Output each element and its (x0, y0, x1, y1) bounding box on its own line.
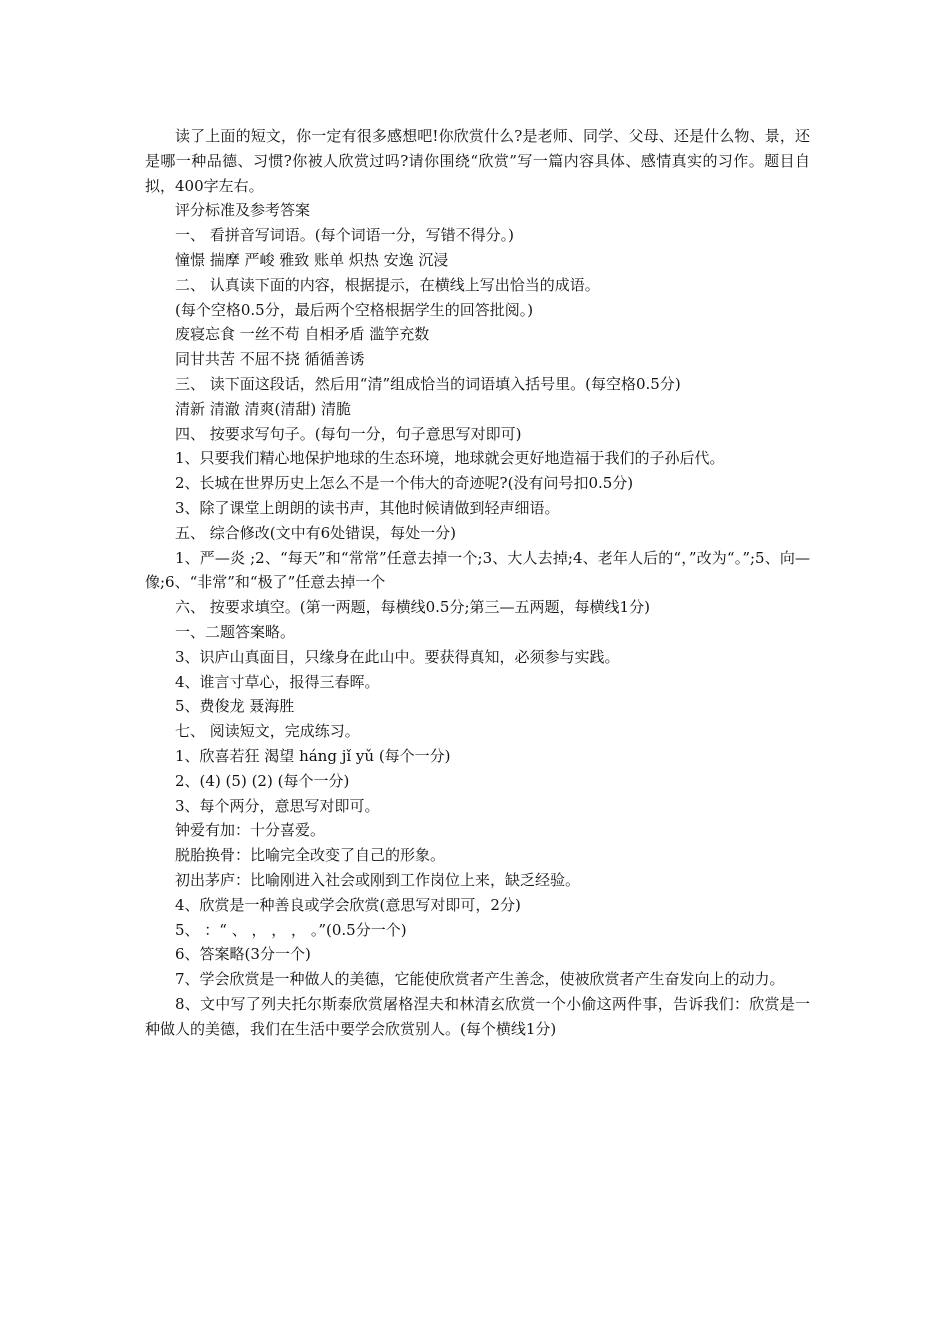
paragraph-answer: 3、除了课堂上朗朗的读书声，其他时候请做到轻声细语。 (175, 498, 560, 517)
paragraph-answer: 8、文中写了列夫托尔斯泰欣赏屠格涅夫和林清玄欣赏一个小偷这两件事，告诉我们：欣赏是一种做人的美德，我们在生活中要学会欣赏别人。(每个横线1分) (145, 994, 810, 1038)
paragraph-answer: 憧憬 揣摩 严峻 雅致 账单 炽热 安逸 沉浸 (175, 250, 449, 269)
paragraph-answer: 初出茅庐：比喻刚进入社会或刚到工作岗位上来，缺乏经验。 (175, 870, 581, 889)
paragraph-answer: 一、二题答案略。 (175, 622, 296, 641)
paragraph-section-1: 一、 看拼音写词语。(每个词语一分，写错不得分。) (175, 226, 514, 245)
paragraph-answer: 钟爱有加：十分喜爱。 (175, 821, 326, 840)
paragraph-answer: 5、 ：“ 、 ， ， ， 。”(0.5分一个) (175, 920, 407, 939)
document-page (145, 124, 810, 1041)
paragraph-answer: 7、学会欣赏是一种做人的美德，它能使欣赏者产生善念，使被欣赏者产生奋发向上的动力。 (175, 970, 785, 989)
paragraph-answer: 1、只要我们精心地保护地球的生态环境，地球就会更好地造福于我们的子孙后代。 (175, 449, 725, 468)
paragraph-section-5: 五、 综合修改(文中有6处错误，每处一分) (175, 523, 457, 542)
paragraph-answer: 清新 清澈 清爽(清甜) 清脆 (175, 399, 352, 418)
paragraph-section-3: 三、 读下面这段话，然后用“清”组成恰当的词语填入括号里。(每空格0.5分) (175, 374, 681, 393)
paragraph-writing-prompt: 读了上面的短文，你一定有很多感想吧!你欣赏什么?是老师、同学、父母、还是什么物、景，还是哪一种品德、习惯?你被人欣赏过吗?请你围绕“欣赏”写一篇内容具体、感情真实的习作。题目自拟，400字左右。 (145, 127, 810, 195)
paragraph-answer: 2、(4) (5) (2) (每个一分) (175, 771, 350, 790)
paragraph-section-6: 六、 按要求填空。(第一两题，每横线0.5分;第三—五两题，每横线1分) (175, 598, 650, 617)
paragraph-answer: 4、欣赏是一种善良或学会欣赏(意思写对即可，2分) (175, 895, 521, 914)
paragraph-note: (每个空格0.5分，最后两个空格根据学生的回答批阅。) (175, 300, 534, 319)
paragraph-section-2: 二、 认真读下面的内容，根据提示，在横线上写出恰当的成语。 (175, 275, 600, 294)
paragraph-answer: 3、识庐山真面目，只缘身在此山中。要获得真知，必须参与实践。 (175, 647, 620, 666)
paragraph-answer: 废寝忘食 一丝不苟 自相矛盾 滥竽充数 (175, 325, 430, 344)
paragraph-grading-heading: 评分标准及参考答案 (175, 201, 311, 220)
paragraph-answer: 同甘共苦 不屈不挠 循循善诱 (175, 350, 365, 369)
paragraph-answer: 2、长城在世界历史上怎么不是一个伟大的奇迹呢?(没有问号扣0.5分) (175, 474, 634, 493)
paragraph-section-4: 四、 按要求写句子。(每句一分，句子意思写对即可) (175, 424, 522, 443)
paragraph-section-7: 七、 阅读短文，完成练习。 (175, 722, 360, 741)
paragraph-answer: 5、费俊龙 聂海胜 (175, 697, 295, 716)
paragraph-answer: 脱胎换骨：比喻完全改变了自己的形象。 (175, 846, 446, 865)
paragraph-answer: 6、答案略(3分一个) (175, 945, 311, 964)
paragraph-answer: 3、每个两分，意思写对即可。 (175, 796, 380, 815)
paragraph-answer: 4、谁言寸草心，报得三春晖。 (175, 672, 380, 691)
paragraph-answer: 1、欣喜若狂 渴望 háng jǐ yǔ (每个一分) (175, 746, 451, 765)
paragraph-answer: 1、严—炎 ;2、“每天”和“常常”任意去掉一个;3、大人去掉;4、老年人后的“，”改为“。”;5、向—像;6、“非常”和“极了”任意去掉一个 (145, 548, 810, 592)
